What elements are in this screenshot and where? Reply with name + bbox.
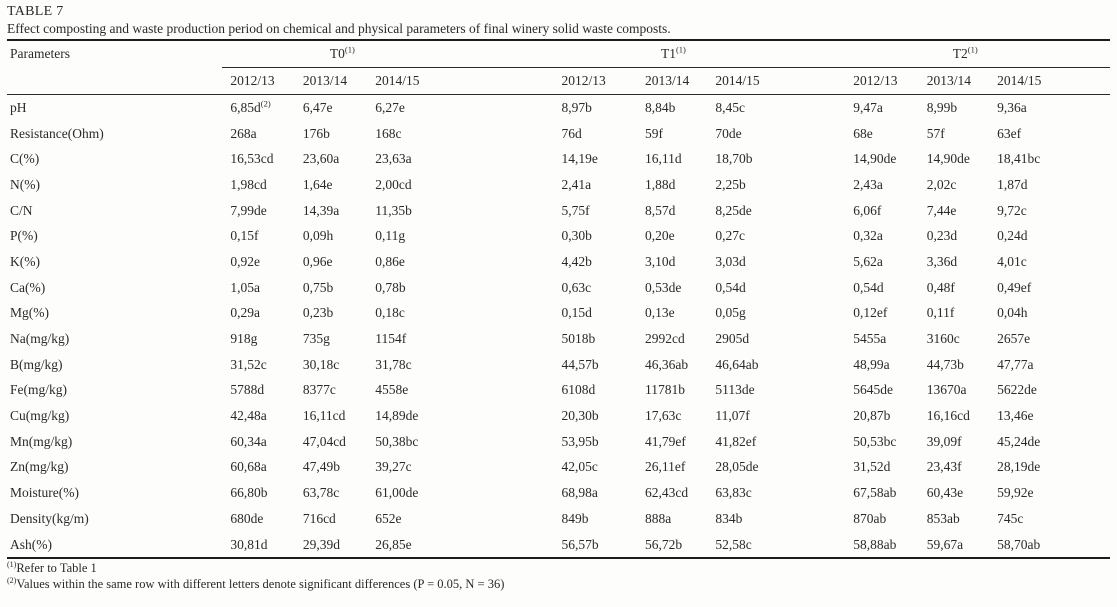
year-header: 2012/13 xyxy=(222,68,294,95)
value-cell: 8,57d xyxy=(644,202,676,218)
value-cell: 68,98a xyxy=(561,485,598,501)
parameter-cell: P(%) xyxy=(10,228,38,244)
value-cell: 11,35b xyxy=(375,202,412,218)
value-cell: 0,11f xyxy=(926,305,955,321)
value-cell: 0,53de xyxy=(644,279,682,295)
table-row xyxy=(7,403,1110,429)
value-cell: 5,75f xyxy=(561,202,590,218)
value-cell: 47,04cd xyxy=(302,433,346,449)
value-cell: 9,36a xyxy=(997,99,1027,115)
table-row xyxy=(7,249,1110,275)
value-cell: 6,47e xyxy=(302,99,333,115)
value-cell: 56,57b xyxy=(561,536,599,552)
table-row xyxy=(7,146,1110,172)
table-body xyxy=(7,95,1110,559)
value-cell: 18,70b xyxy=(715,151,753,167)
value-cell: 0,05g xyxy=(715,305,746,321)
value-cell: 834b xyxy=(715,510,743,526)
value-cell: 1,05a xyxy=(230,279,260,295)
value-cell: 3,03d xyxy=(715,253,746,269)
value-cell: 53,95b xyxy=(561,433,599,449)
value-cell: 2,02c xyxy=(926,176,957,192)
value-cell: 9,72c xyxy=(997,202,1027,218)
value-cell: 60,43e xyxy=(926,485,964,501)
value-cell: 16,53cd xyxy=(230,151,274,167)
value-cell: 0,15d xyxy=(561,305,592,321)
value-cell: 50,53bc xyxy=(853,433,897,449)
year-header: 2013/14 xyxy=(295,68,367,95)
footnote-1-text: Refer to Table 1 xyxy=(16,561,97,576)
value-cell: 16,16cd xyxy=(926,408,970,424)
value-cell: 0,23b xyxy=(302,305,334,321)
year-header: 2013/14 xyxy=(919,68,989,95)
value-cell: 176b xyxy=(302,125,330,141)
value-cell: 0,09h xyxy=(302,228,334,244)
value-cell: 18,41bc xyxy=(997,151,1041,167)
value-cell: 0,63c xyxy=(561,279,592,295)
value-cell: 66,80b xyxy=(230,485,268,501)
value-cell: 0,23d xyxy=(926,228,958,244)
value-cell: 6,06f xyxy=(853,202,882,218)
parameter-cell: Na(mg/kg) xyxy=(10,331,70,347)
value-cell: 652e xyxy=(375,510,402,526)
group-header-t0 xyxy=(222,40,553,68)
footnote-marker: (1) xyxy=(675,44,686,55)
value-cell: 56,72b xyxy=(644,536,683,552)
value-cell: 0,24d xyxy=(997,228,1028,244)
value-cell: 870ab xyxy=(853,510,887,526)
value-cell: 0,29a xyxy=(230,305,260,321)
parameter-cell: pH xyxy=(10,99,27,115)
value-cell: 17,63c xyxy=(644,408,682,424)
value-cell: 31,52d xyxy=(853,459,891,475)
value-cell: 13,46e xyxy=(997,408,1034,424)
group-label-t2: T2 xyxy=(952,46,968,61)
footnote-1-marker: (1) xyxy=(7,560,17,570)
value-cell: 0,18c xyxy=(375,305,405,321)
value-cell: 2992cd xyxy=(644,331,685,347)
value-cell: 30,81d xyxy=(230,536,268,552)
group-header-row xyxy=(7,40,1110,68)
value-cell: 4558e xyxy=(375,382,409,398)
value-cell: 47,77a xyxy=(997,356,1034,372)
value-cell: 45,24de xyxy=(997,433,1041,449)
value-cell: 42,05c xyxy=(561,459,598,475)
value-cell: 5018b xyxy=(561,331,596,347)
group-header-t2 xyxy=(845,40,1110,68)
parameter-cell: N(%) xyxy=(10,176,40,192)
value-cell: 14,90de xyxy=(926,151,970,167)
value-cell: 28,19de xyxy=(997,459,1041,475)
table-row xyxy=(7,429,1110,455)
table-row xyxy=(7,532,1110,559)
value-cell: 57f xyxy=(926,125,945,141)
value-cell: 0,54d xyxy=(853,279,884,295)
value-cell: 46,36ab xyxy=(644,356,689,372)
footnote-2 xyxy=(7,577,1110,593)
value-cell: 13670a xyxy=(926,382,967,398)
value-cell: 3,10d xyxy=(644,253,676,269)
value-cell: 5645de xyxy=(853,382,894,398)
value-cell: 3,36d xyxy=(926,253,958,269)
value-cell: 14,39a xyxy=(302,202,340,218)
parameter-cell: Ash(%) xyxy=(10,536,52,552)
value-cell: 3160c xyxy=(926,331,960,347)
value-cell: 0,32a xyxy=(853,228,883,244)
value-cell: 41,79ef xyxy=(644,433,686,449)
parameter-cell: Ca(%) xyxy=(10,279,46,295)
value-cell: 2,41a xyxy=(561,176,592,192)
value-cell: 8,84b xyxy=(644,99,676,115)
table-row xyxy=(7,326,1110,352)
value-cell: 6108d xyxy=(561,382,596,398)
table-row xyxy=(7,172,1110,198)
value-cell: 0,20e xyxy=(644,228,675,244)
value-cell: 48,99a xyxy=(853,356,890,372)
value-cell: 60,68a xyxy=(230,459,267,475)
parameter-cell: Mn(mg/kg) xyxy=(10,433,73,449)
value-cell: 26,85e xyxy=(375,536,412,552)
value-cell: 39,09f xyxy=(926,433,962,449)
table-row xyxy=(7,301,1110,327)
value-cell: 268a xyxy=(230,125,257,141)
value-cell: 59,67a xyxy=(926,536,964,552)
value-cell: 8,97b xyxy=(561,99,592,115)
value-cell: 76d xyxy=(561,125,582,141)
value-cell: 30,18c xyxy=(302,356,340,372)
value-cell: 46,64ab xyxy=(715,356,759,372)
value-cell: 67,58ab xyxy=(853,485,897,501)
value-cell: 44,73b xyxy=(926,356,964,372)
parameter-cell: Fe(mg/kg) xyxy=(10,382,67,398)
footnote-2-text: Values within the same row with different letters denote significant differences (P = 0.05, N = 36) xyxy=(16,576,505,591)
value-cell: 39,27c xyxy=(375,459,412,475)
year-header: 2013/14 xyxy=(637,68,707,95)
table-row xyxy=(7,378,1110,404)
value-cell: 918g xyxy=(230,331,258,347)
footnote-2-marker: (2) xyxy=(7,575,17,585)
value-cell: 50,38bc xyxy=(375,433,419,449)
value-cell: 31,52c xyxy=(230,356,267,372)
value-cell: 63,83c xyxy=(715,485,752,501)
value-cell: 2,00cd xyxy=(375,176,412,192)
value-cell: 0,13e xyxy=(644,305,675,321)
footnote-marker: (2) xyxy=(260,98,271,109)
parameters-header: Parameters xyxy=(7,40,222,95)
table-row xyxy=(7,95,1110,121)
value-cell: 0,75b xyxy=(302,279,334,295)
value-cell: 853ab xyxy=(926,510,960,526)
value-cell: 1,87d xyxy=(997,176,1028,192)
table-row xyxy=(7,198,1110,224)
group-header-t1 xyxy=(553,40,845,68)
value-cell: 28,05de xyxy=(715,459,759,475)
footnote-marker: (1) xyxy=(344,44,355,55)
value-cell: 62,43cd xyxy=(644,485,689,501)
parameter-cell: Zn(mg/kg) xyxy=(10,459,69,475)
value-cell: 29,39d xyxy=(302,536,340,552)
table-row xyxy=(7,223,1110,249)
value-cell: 849b xyxy=(561,510,589,526)
value-cell: 680de xyxy=(230,510,264,526)
table-row xyxy=(7,352,1110,378)
parameter-cell: Density(kg/m) xyxy=(10,510,89,526)
value-cell: 20,30b xyxy=(561,408,599,424)
footnotes xyxy=(7,561,1110,592)
value-cell: 16,11d xyxy=(644,151,682,167)
table-row xyxy=(7,121,1110,147)
value-cell: 14,19e xyxy=(561,151,598,167)
value-cell: 11781b xyxy=(644,382,685,398)
group-label-t0: T0 xyxy=(329,46,345,61)
value-cell: 2905d xyxy=(715,331,750,347)
value-cell: 5622de xyxy=(997,382,1037,398)
value-cell: 0,86e xyxy=(375,253,405,269)
value-cell: 63,78c xyxy=(302,485,340,501)
table-row xyxy=(7,455,1110,481)
value-cell: 14,89de xyxy=(375,408,419,424)
value-cell: 1,88d xyxy=(644,176,676,192)
parameter-cell: Mg(%) xyxy=(10,305,49,321)
value-cell: 61,00de xyxy=(375,485,419,501)
value-cell: 2657e xyxy=(997,331,1031,347)
value-cell: 58,88ab xyxy=(853,536,897,552)
value-cell: 1,98cd xyxy=(230,176,267,192)
value-cell: 5,62a xyxy=(853,253,883,269)
parameter-cell: Resistance(Ohm) xyxy=(10,125,104,141)
data-table xyxy=(7,39,1110,559)
table-header xyxy=(7,40,1110,95)
parameter-cell: K(%) xyxy=(10,253,40,269)
year-header: 2012/13 xyxy=(553,68,637,95)
value-cell: 47,49b xyxy=(302,459,340,475)
year-header: 2014/15 xyxy=(707,68,845,95)
value-cell: 1154f xyxy=(375,331,407,347)
table-row xyxy=(7,506,1110,532)
value-cell: 5113de xyxy=(715,382,755,398)
value-cell: 70de xyxy=(715,125,742,141)
value-cell: 4,01c xyxy=(997,253,1027,269)
value-cell: 716cd xyxy=(302,510,336,526)
table-label: TABLE 7 xyxy=(7,4,64,19)
value-cell: 42,48a xyxy=(230,408,267,424)
value-cell: 7,44e xyxy=(926,202,957,218)
value-cell: 8,25de xyxy=(715,202,752,218)
value-cell: 0,04h xyxy=(997,305,1028,321)
value-cell: 63ef xyxy=(997,125,1022,141)
value-cell: 60,34a xyxy=(230,433,267,449)
year-header: 2012/13 xyxy=(845,68,918,95)
group-label-t1: T1 xyxy=(660,46,676,61)
value-cell: 5788d xyxy=(230,382,265,398)
table-row xyxy=(7,275,1110,301)
value-cell: 888a xyxy=(644,510,672,526)
value-cell: 168c xyxy=(375,125,402,141)
value-cell: 59f xyxy=(644,125,663,141)
value-cell: 1,64e xyxy=(302,176,333,192)
value-cell: 16,11cd xyxy=(302,408,346,424)
value-cell: 44,57b xyxy=(561,356,599,372)
value-cell: 0,30b xyxy=(561,228,592,244)
value-cell: 41,82ef xyxy=(715,433,757,449)
value-cell: 58,70ab xyxy=(997,536,1041,552)
parameter-cell: Moisture(%) xyxy=(10,485,79,501)
parameter-cell: B(mg/kg) xyxy=(10,356,63,372)
value-cell: 8377c xyxy=(302,382,336,398)
parameter-cell: C/N xyxy=(10,202,33,218)
value-cell: 0,11g xyxy=(375,228,406,244)
footnote-1 xyxy=(7,561,1110,577)
value-cell: 59,92e xyxy=(997,485,1034,501)
value-cell: 735g xyxy=(302,331,330,347)
value-cell: 8,45c xyxy=(715,99,746,115)
value-cell: 31,78c xyxy=(375,356,412,372)
parameter-cell: C(%) xyxy=(10,151,40,167)
year-header: 2014/15 xyxy=(367,68,553,95)
value-cell: 0,48f xyxy=(926,279,955,295)
table-caption: Effect composting and waste production period on chemical and physical parameters of final winery solid waste composts. xyxy=(7,21,671,36)
value-cell: 9,47a xyxy=(853,99,883,115)
footnote-marker: (1) xyxy=(967,44,978,55)
value-cell: 23,63a xyxy=(375,151,412,167)
value-cell: 23,60a xyxy=(302,151,340,167)
value-cell: 7,99de xyxy=(230,202,267,218)
value-cell: 5455a xyxy=(853,331,887,347)
value-cell: 0,54d xyxy=(715,279,746,295)
value-cell: 0,78b xyxy=(375,279,406,295)
value-cell: 0,15f xyxy=(230,228,259,244)
value-cell: 0,12ef xyxy=(853,305,888,321)
value-cell: 11,07f xyxy=(715,408,750,424)
value-cell: 68e xyxy=(853,125,873,141)
value-cell: 0,92e xyxy=(230,253,260,269)
table-row xyxy=(7,480,1110,506)
value-cell: 0,27c xyxy=(715,228,746,244)
value-cell: 8,99b xyxy=(926,99,958,115)
value-cell: 20,87b xyxy=(853,408,891,424)
value-cell: 52,58c xyxy=(715,536,752,552)
year-header: 2014/15 xyxy=(989,68,1110,95)
value-cell: 14,90de xyxy=(853,151,897,167)
parameter-cell: Cu(mg/kg) xyxy=(10,408,70,424)
value-cell: 745c xyxy=(997,510,1024,526)
value-cell: 4,42b xyxy=(561,253,592,269)
value-cell: $6,85d^{(2)}$ xyxy=(230,98,271,115)
value-cell: 0,96e xyxy=(302,253,333,269)
value-cell: 6,27e xyxy=(375,99,405,115)
value-cell: 2,43a xyxy=(853,176,883,192)
value-cell: 0,49ef xyxy=(997,279,1032,295)
value-cell: 23,43f xyxy=(926,459,962,475)
value-cell: 2,25b xyxy=(715,176,746,192)
value-cell: 26,11ef xyxy=(644,459,686,475)
